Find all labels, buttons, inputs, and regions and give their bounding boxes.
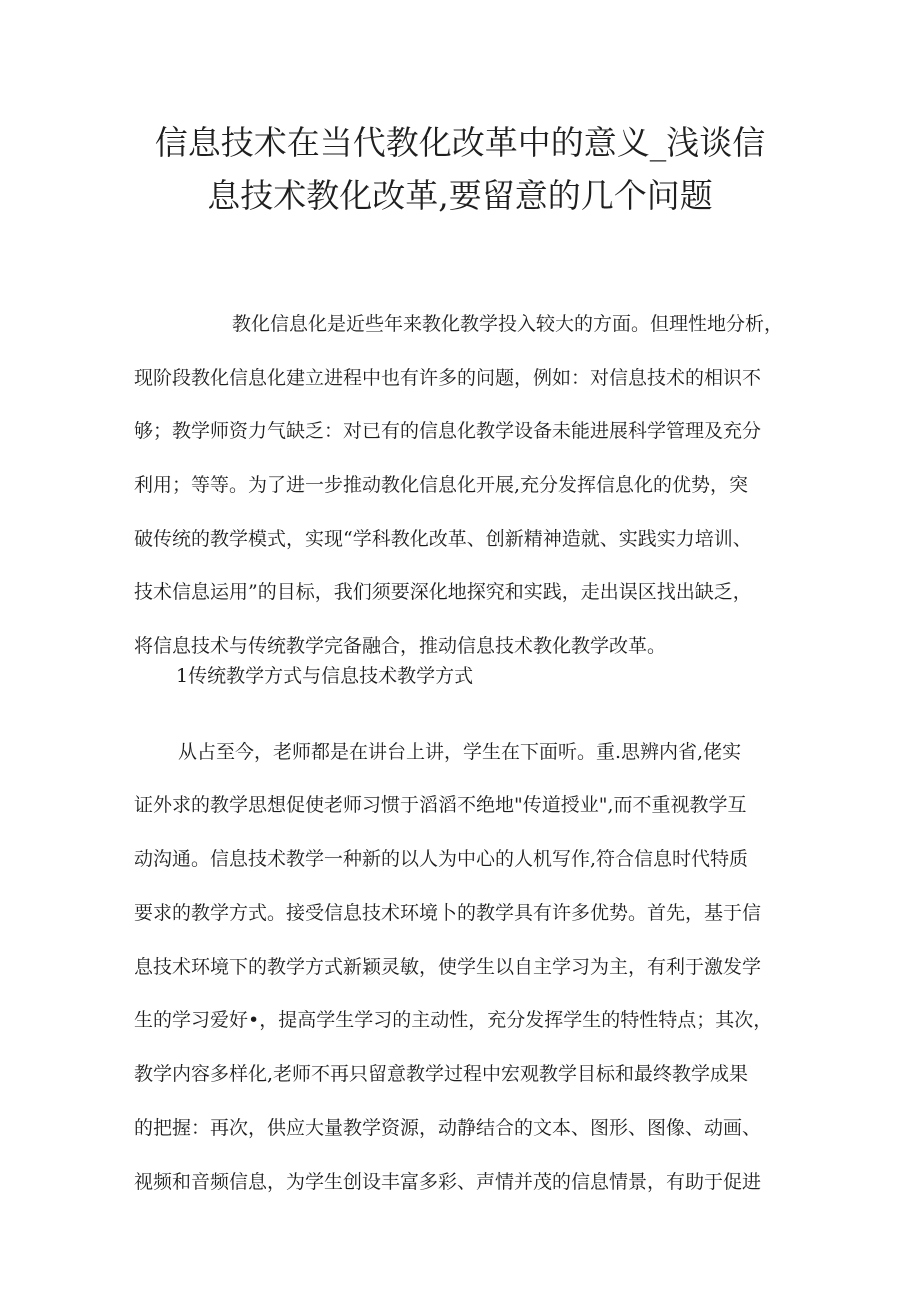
body-line: 息技术环境下的教学方式新颖灵敏，使学生以自主学习为主，有利于激发学 [134, 956, 762, 978]
body-line: 动沟通。信息技术教学一种新的以人为中心的人机写作,符合信息时代特质 [134, 848, 749, 870]
intro-line: 破传统的教学模式，实现“学科教化改革、创新精神造就、实践实力培训、 [134, 528, 752, 550]
intro-line: 技术信息运用”的目标，我们须要深化地探究和实践，走出误区找出缺乏， [134, 581, 752, 603]
intro-line: 将信息技术与传统教学完备融合，推动信息技术教化教学改革。 [134, 635, 667, 657]
body-line: 的把握：再次，供应大量教学资源，动静结合的文本、图形、图像、动画、 [134, 1117, 762, 1139]
title-line-1: 信息技术在当代教化改革中的意义_浅谈信 [154, 123, 766, 162]
body-line: 生的学习爱好•，提高学生学习的主动性，充分发挥学生的特性特点；其次， [134, 1009, 773, 1031]
body-line: 要求的教学方式。接受信息技术环境卜的教学具有许多优势。首先，基于信 [134, 902, 762, 924]
section-heading-text: 1传统教学方式与信息技术教学方式 [176, 665, 474, 687]
intro-line: 教化信息化是近些年来教化教学投入较大的方面。但理性地分析， [232, 313, 784, 335]
body-line: 从占至今，老师都是在讲台上讲，学生在下面听。重.思辨内省,佬实 [178, 741, 742, 763]
document-title [100, 116, 820, 222]
body-line: 教学内容多样化,老师不再只留意教学过程中宏观教学目标和最终教学成果 [134, 1063, 749, 1085]
title-line-2: 息技术教化改革,要留意的几个问题 [207, 176, 713, 215]
intro-line: 够；教学师资力气缺乏：对已有的信息化教学设备未能进展科学管理及充分 [134, 420, 762, 442]
body-line: 视频和音频信息，为学生创设丰富多彩、声情并茂的信息情景，有助于促进 [134, 1171, 762, 1193]
body-line: 证外求的教学思想促使老师习惯于滔滔不绝地"传道授业",而不重视教学互 [134, 794, 747, 816]
intro-line: 现阶段教化信息化建立进程中也有许多的问题，例如：对信息技术的相识不 [134, 367, 762, 389]
intro-line: 利用；等等。为了进一步推动教化信息化开展,充分发挥信息化的优势，突 [134, 474, 749, 496]
